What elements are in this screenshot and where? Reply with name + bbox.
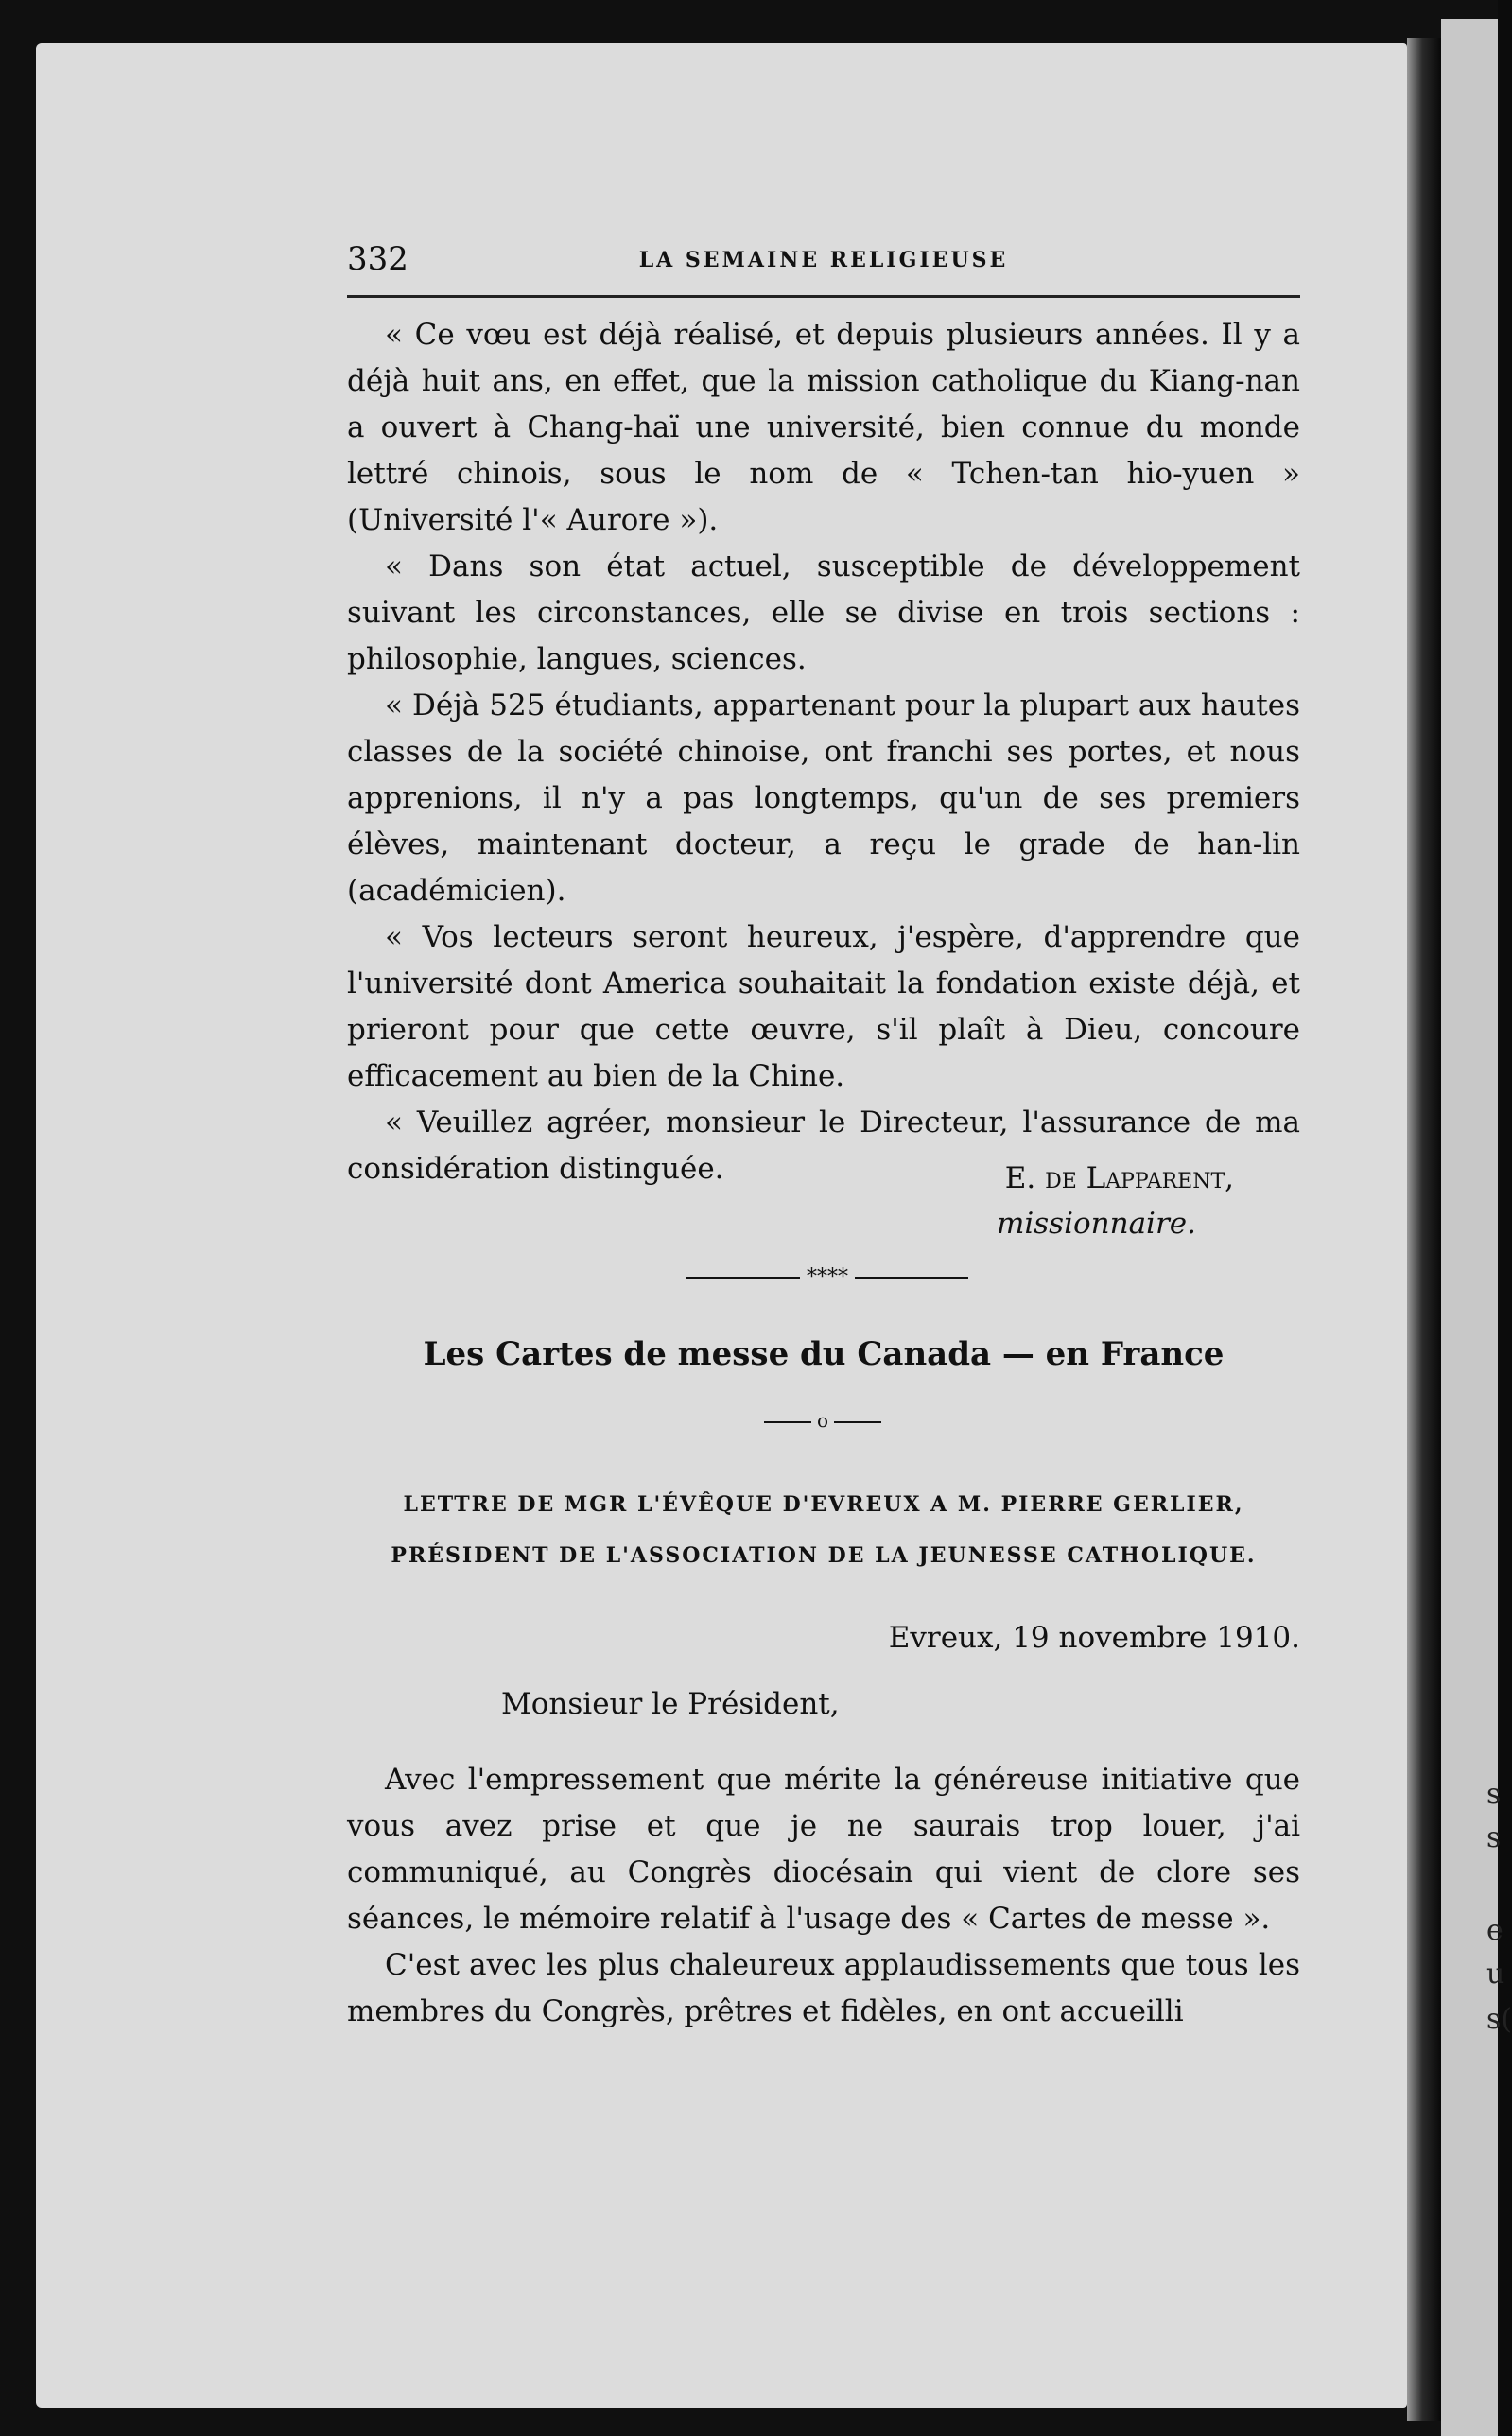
facing-page-letter: s (1486, 1821, 1502, 1854)
book-gutter (1407, 38, 1441, 2421)
letter-body (347, 312, 1300, 1192)
title-ornament (738, 1409, 908, 1432)
letter-heading-line: LETTRE DE MGR L'ÉVÊQUE D'EVREUX A M. PIERRE GERLIER, (403, 1492, 1244, 1517)
section-separator (662, 1265, 993, 1289)
facing-page-letter: s (1486, 1778, 1502, 1811)
article-title: Les Cartes de messe du Canada — en France (423, 1335, 1225, 1373)
facing-page-letter: u (1486, 1958, 1505, 1991)
paragraph: Avec l'empressement que mérite la généreuse initiative que vous avez prise et que je ne saurais trop louer, j'ai communiqué, au Congrès diocésain qui vient de clore ses séances, le mémoire relatif à l'usage des « Cartes de messe ». (347, 1763, 1300, 1936)
paragraph: « Veuillez agréer, monsieur le Directeur, l'assurance de ma considération distinguée. (347, 1105, 1300, 1186)
salutation: Monsieur le Président, (501, 1687, 840, 1721)
signature-title (347, 1207, 1196, 1241)
separator-rule (686, 1277, 800, 1279)
page-header (347, 238, 1300, 298)
paragraph: C'est avec les plus chaleureux applaudissements que tous les membres du Congrès, prêtres et fidèles, en ont accueilli (347, 1948, 1300, 2028)
dateline: Evreux, 19 novembre 1910. (888, 1621, 1300, 1655)
separator-rule (855, 1277, 968, 1279)
facing-page-letter: e (1486, 1914, 1503, 1947)
signature-name-text: E. de Lapparent, (1004, 1161, 1234, 1195)
facing-page-letter: s( (1486, 2003, 1512, 2036)
separator-stars: **** (807, 1265, 848, 1289)
page-number: 332 (347, 240, 408, 278)
signature-name (347, 1161, 1234, 1195)
paragraph: « Déjà 525 étudiants, appartenant pour la plupart aux hautes classes de la société chinoise, ont franchi ses portes, et nous apprenions, il n'y a pas longtemps, qu'un de ses premiers élèves, maintenant docteur, a reçu le grade de han-lin (académicien). (347, 688, 1300, 908)
signature-title-text: missionnaire. (996, 1207, 1196, 1241)
letter-heading-line: PRÉSIDENT DE L'ASSOCIATION DE LA JEUNESSE CATHOLIQUE. (391, 1543, 1257, 1568)
ornament-circle: o (816, 1409, 829, 1432)
paragraph: « Dans son état actuel, susceptible de développement suivant les circonstances, elle se divise en trois sections : philosophie, langues, sciences. (347, 549, 1300, 676)
article-body (347, 1757, 1300, 2035)
ornament-rule (834, 1421, 881, 1423)
ornament-rule (764, 1421, 811, 1423)
facing-page-edge (1441, 19, 1498, 2436)
paragraph: « Vos lecteurs seront heureux, j'espère, d'apprendre que l'université dont America souhaitait la fondation existe déjà, et prieront pour que cette œuvre, s'il plaît à Dieu, concoure efficacement au bien de la Chine. (347, 920, 1300, 1093)
running-head: LA SEMAINE RELIGIEUSE (638, 248, 1009, 272)
paragraph: « Ce vœu est déjà réalisé, et depuis plusieurs années. Il y a déjà huit ans, en effet, que la mission catholique du Kiang-nan a ouvert à Chang-haï une université, bien connue du monde lettré chinois, sous le nom de « Tchen-tan hio-yuen » (Université l'« Aurore »). (347, 318, 1300, 537)
